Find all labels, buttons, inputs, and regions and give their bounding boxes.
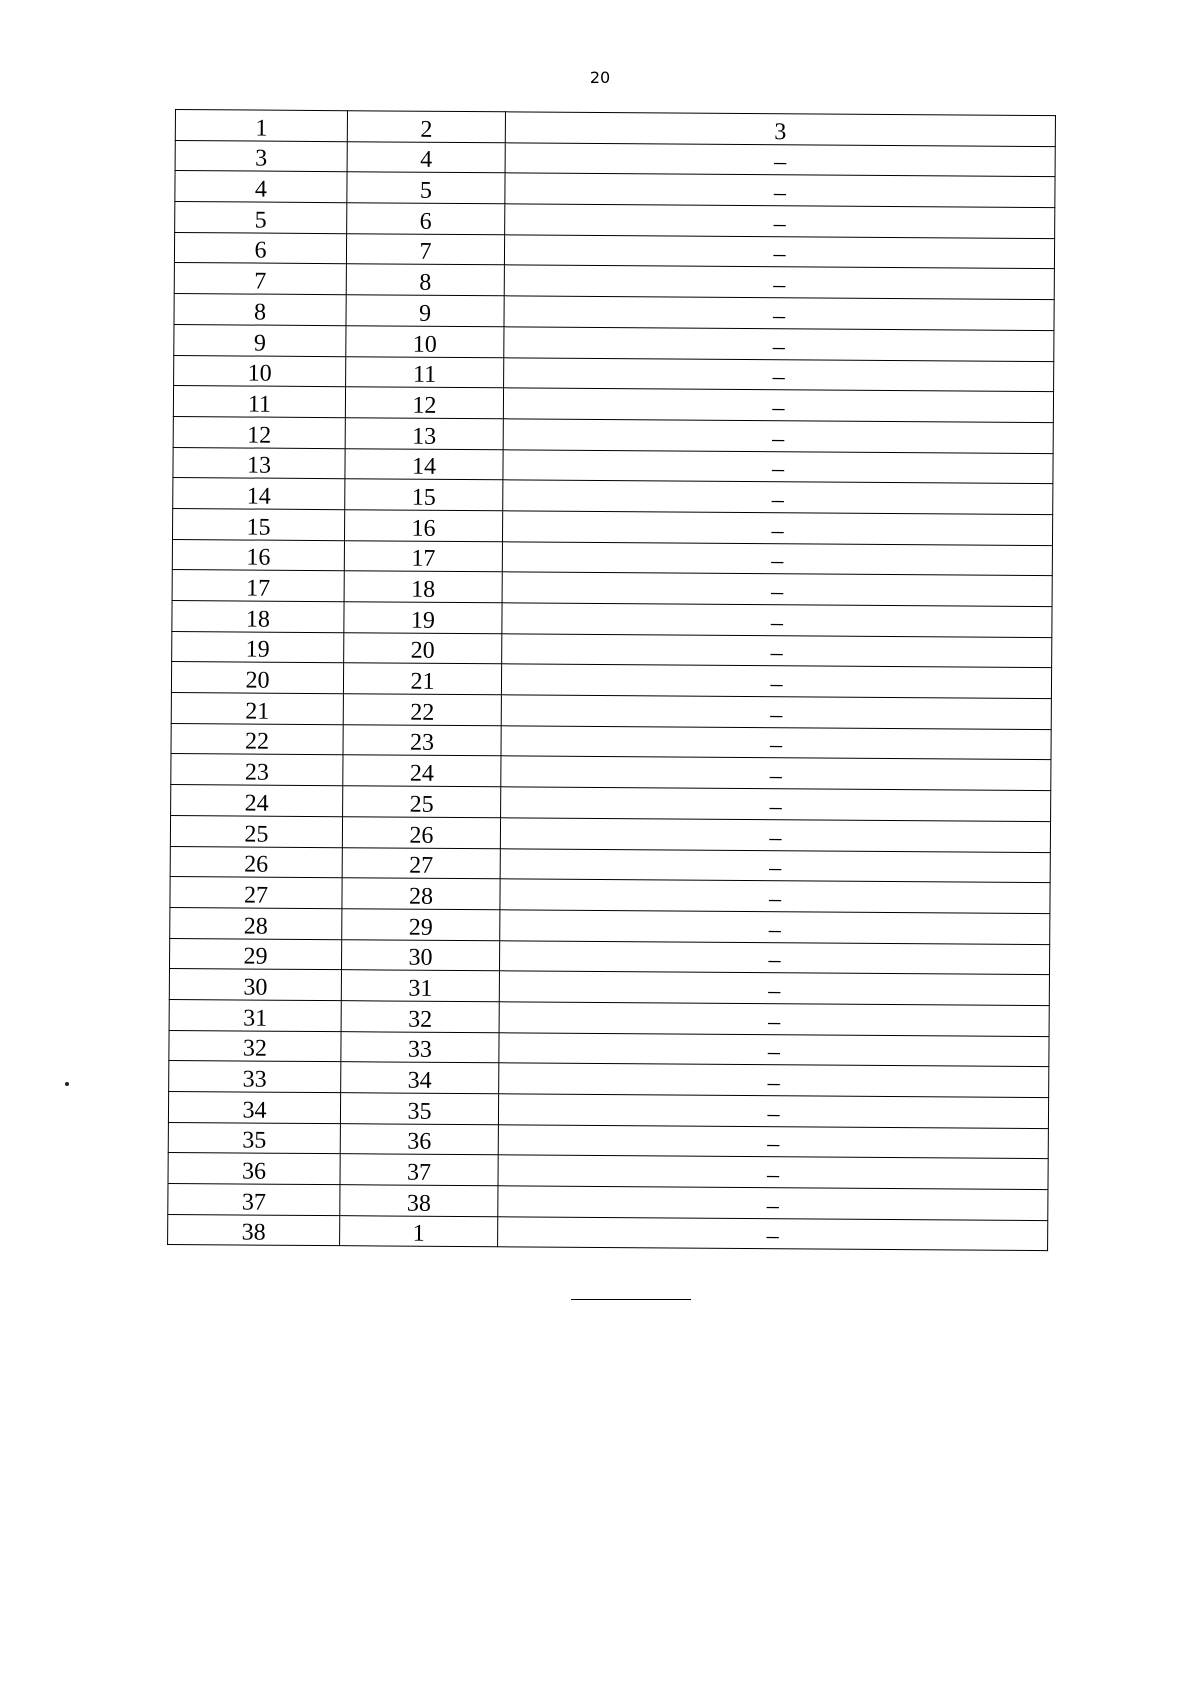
table-cell: 20 [344, 632, 502, 664]
table-cell: 18 [344, 571, 502, 603]
table-cell: 28 [170, 907, 342, 939]
table-cell: 32 [341, 1001, 499, 1033]
table-cell: 25 [170, 815, 342, 847]
table-cell: – [504, 296, 1054, 331]
table-cell: 38 [340, 1185, 498, 1217]
header-cell: 2 [347, 111, 505, 143]
table-cell: – [503, 449, 1053, 484]
table-cell: 17 [344, 540, 502, 572]
table-cell: 13 [345, 418, 503, 450]
table-cell: – [502, 633, 1052, 668]
table-cell: 9 [174, 324, 346, 356]
table-cell: 37 [168, 1184, 340, 1216]
table-cell: 12 [345, 387, 503, 419]
table-cell: – [500, 910, 1050, 945]
table-cell: 32 [169, 1030, 341, 1062]
table-cell: 16 [344, 510, 502, 542]
table-cell: – [504, 235, 1054, 270]
table-cell: 20 [171, 662, 343, 694]
table-cell: 5 [347, 172, 505, 204]
table-cell: 11 [173, 386, 345, 418]
table-cell: 6 [347, 203, 505, 235]
table-cell: 7 [174, 263, 346, 295]
table-cell: 21 [171, 693, 343, 725]
table-cell: – [501, 695, 1051, 730]
table-cell: – [499, 971, 1049, 1006]
table-cell: 29 [342, 909, 500, 941]
table-cell: – [503, 388, 1053, 423]
table-cell: 35 [168, 1122, 340, 1154]
table-cell: 27 [170, 877, 342, 909]
table-cell: 17 [172, 570, 344, 602]
end-divider-line [571, 1299, 691, 1300]
table-cell: 7 [346, 233, 504, 265]
table-cell: 18 [172, 600, 344, 632]
table-cell: 14 [345, 448, 503, 480]
table-row [168, 1214, 1048, 1251]
table-cell: – [499, 1063, 1049, 1098]
table-cell: – [499, 1032, 1049, 1067]
table-cell: 10 [174, 355, 346, 387]
table-cell: – [501, 756, 1051, 791]
table-cell: – [500, 818, 1050, 853]
table-cell: 11 [346, 356, 504, 388]
table-cell: – [499, 1002, 1049, 1037]
table-cell: 24 [171, 785, 343, 817]
table-cell: – [502, 603, 1052, 638]
table-cell: – [501, 664, 1051, 699]
table-cell: 14 [173, 478, 345, 510]
table-cell: 6 [174, 232, 346, 264]
table-cell: 33 [341, 1031, 499, 1063]
table-cell: – [505, 173, 1055, 208]
table-cell: 33 [169, 1061, 341, 1093]
table-cell: 30 [169, 969, 341, 1001]
table-cell: 22 [343, 694, 501, 726]
header-cell: 1 [175, 110, 347, 142]
table-cell: 24 [343, 755, 501, 787]
table-cell: 4 [175, 171, 347, 203]
table-cell: 12 [173, 416, 345, 448]
table-cell: 26 [342, 816, 500, 848]
table-cell: – [502, 541, 1052, 576]
table-cell: 15 [345, 479, 503, 511]
table-cell: 34 [341, 1062, 499, 1094]
table-cell: – [504, 265, 1054, 300]
table-cell: – [499, 940, 1049, 975]
table-cell: 36 [168, 1153, 340, 1185]
table-cell: 25 [343, 786, 501, 818]
table-cell: – [502, 511, 1052, 546]
table-cell: 5 [175, 202, 347, 234]
table-cell: – [500, 848, 1050, 883]
table-cell: 28 [342, 878, 500, 910]
table-cell: 8 [174, 294, 346, 326]
table-cell: – [503, 419, 1053, 454]
table-cell: 9 [346, 295, 504, 327]
table-cell: 30 [341, 939, 499, 971]
scan-speck [65, 1082, 69, 1086]
table-cell: 23 [171, 754, 343, 786]
table-body [168, 110, 1056, 1252]
table-cell: 3 [175, 140, 347, 172]
table-cell: – [501, 726, 1051, 761]
table-cell: 15 [172, 508, 344, 540]
table-cell: 22 [171, 723, 343, 755]
table-cell: 21 [343, 663, 501, 695]
table-cell: – [502, 572, 1052, 607]
table-cell: – [498, 1155, 1048, 1190]
table-cell: – [498, 1186, 1048, 1221]
table-cell: 19 [172, 631, 344, 663]
numbered-table [167, 109, 1056, 1252]
table-cell: – [505, 204, 1055, 239]
table-cell: – [498, 1094, 1048, 1129]
table-cell: 23 [343, 724, 501, 756]
table-cell: 16 [172, 539, 344, 571]
table-cell: 8 [346, 264, 504, 296]
table-cell: – [504, 327, 1054, 362]
table-cell: 26 [170, 846, 342, 878]
table-cell: 4 [347, 141, 505, 173]
table-cell: – [504, 357, 1054, 392]
table-cell: 37 [340, 1154, 498, 1186]
table-cell: 13 [173, 447, 345, 479]
table-cell: 34 [168, 1091, 340, 1123]
table-cell: 36 [340, 1123, 498, 1155]
table-cell: 27 [342, 847, 500, 879]
table-cell: – [503, 480, 1053, 515]
table-cell: – [505, 142, 1055, 177]
table-cell: 10 [346, 326, 504, 358]
table-cell: 31 [169, 999, 341, 1031]
table-cell: – [500, 879, 1050, 914]
header-cell: 3 [505, 112, 1055, 147]
table-cell: 35 [340, 1093, 498, 1125]
table-cell: – [501, 787, 1051, 822]
table-cell: – [498, 1124, 1048, 1159]
table-cell: – [498, 1217, 1048, 1252]
table-cell: 31 [341, 970, 499, 1002]
table-cell: 19 [344, 602, 502, 634]
page-number: 20 [589, 68, 611, 87]
table-cell: 29 [169, 938, 341, 970]
table-cell: 1 [340, 1215, 498, 1247]
table-cell: 38 [168, 1214, 340, 1246]
